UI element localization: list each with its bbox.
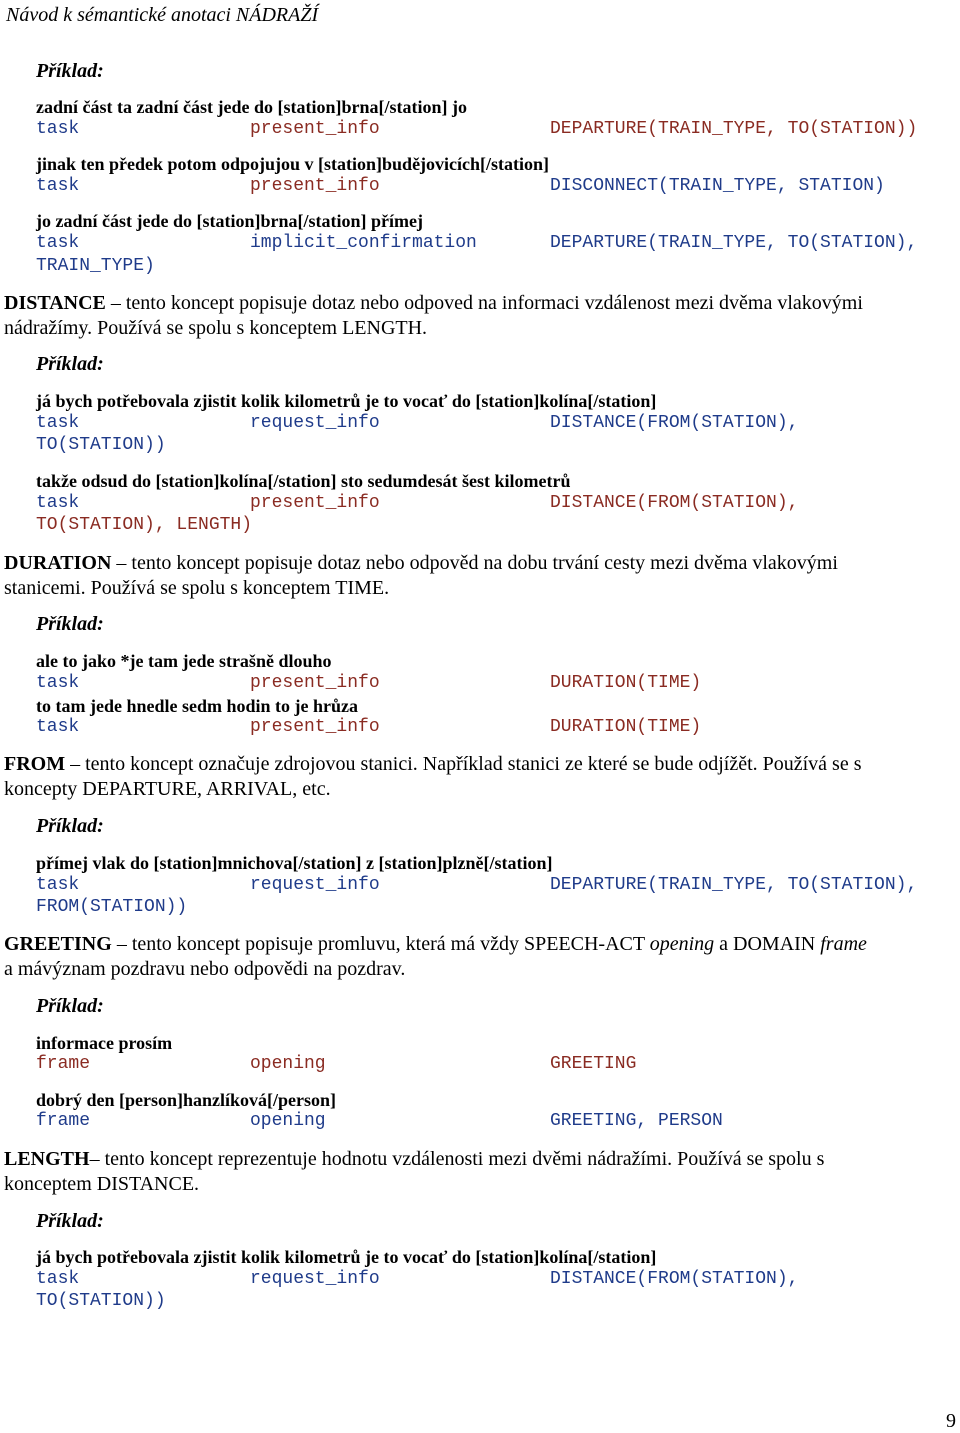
annotation-speech-act: implicit_confirmation — [250, 233, 477, 253]
example-label: Příklad: — [36, 1210, 104, 1232]
annotation-semantics: DISTANCE(FROM(STATION), — [550, 493, 799, 513]
concept-description: – tento koncept reprezentuje hodnotu vzdálenosti mezi dvěmi nádražími. Používá se spolu s — [89, 1148, 825, 1170]
concept-term: DURATION — [4, 552, 112, 574]
annotation-dialogue-act-type: task — [36, 413, 80, 433]
concept-definition-greeting — [4, 932, 954, 982]
annotation-semantics-continued: FROM(STATION)) — [36, 897, 188, 917]
concept-description: – tento koncept označuje zdrojovou stanici. Například stanici ze které se bude odjížět. Používá se s — [65, 753, 862, 775]
example-label: Příklad: — [36, 995, 104, 1017]
annotation-speech-act: request_info — [250, 413, 380, 433]
concept-definition-distance — [4, 291, 954, 341]
annotation-semantics: DISTANCE(FROM(STATION), — [550, 1269, 799, 1289]
annotation-semantics: DURATION(TIME) — [550, 673, 702, 693]
page-number: 9 — [946, 1410, 956, 1432]
annotation-semantics-continued: TO(STATION), LENGTH) — [36, 515, 253, 535]
utterance: zadní část ta zadní část jede do [station]brna[/station] jo — [36, 97, 467, 117]
example-label: Příklad: — [36, 60, 104, 82]
annotation-semantics-continued: TO(STATION)) — [36, 435, 166, 455]
annotation-semantics-continued: TRAIN_TYPE) — [36, 256, 155, 276]
concept-description-continued: a mávýznam pozdravu nebo odpovědi na pozdrav. — [4, 958, 406, 980]
annotation-speech-act: present_info — [250, 717, 380, 737]
annotation-speech-act: present_info — [250, 176, 380, 196]
utterance: přímej vlak do [station]mnichova[/station] z [station]plzně[/station] — [36, 853, 553, 873]
annotation-dialogue-act-type: task — [36, 176, 80, 196]
annotation-semantics: DEPARTURE(TRAIN_TYPE, TO(STATION)) — [550, 119, 918, 139]
example-label: Příklad: — [36, 613, 104, 635]
utterance: to tam jede hnedle sedm hodin to je hrůza — [36, 696, 358, 716]
utterance: jo zadní část jede do [station]brna[/station] přímej — [36, 211, 423, 231]
concept-definition-duration — [4, 551, 954, 601]
annotation-semantics: GREETING — [550, 1054, 637, 1074]
concept-definition-from — [4, 752, 954, 802]
concept-description-continued: koncepty DEPARTURE, ARRIVAL, etc. — [4, 778, 331, 800]
concept-term: GREETING — [4, 933, 112, 955]
concept-description-continued: nádražímy. Používá se spolu s konceptem LENGTH. — [4, 317, 428, 339]
utterance: ale to jako *je tam jede strašně dlouho — [36, 651, 332, 671]
annotation-semantics: DISTANCE(FROM(STATION), — [550, 413, 799, 433]
utterance: informace prosím — [36, 1033, 173, 1053]
example-label: Příklad: — [36, 353, 104, 375]
concept-definition-length — [4, 1147, 954, 1197]
annotation-dialogue-act-type: frame — [36, 1111, 91, 1131]
utterance: takže odsud do [station]kolína[/station] sto sedumdesát šest kilometrů — [36, 471, 571, 491]
concept-description-continued: konceptem DISTANCE. — [4, 1173, 200, 1195]
annotation-dialogue-act-type: task — [36, 493, 80, 513]
concept-term: LENGTH — [4, 1148, 90, 1170]
utterance: já bych potřebovala zjistit kolik kilometrů je to vocať do [station]kolína[/station] — [36, 391, 657, 411]
concept-term: DISTANCE — [4, 292, 106, 314]
speech-act-value: opening — [649, 933, 715, 955]
utterance: dobrý den [person]hanzlíková[/person] — [36, 1090, 337, 1110]
annotation-speech-act: request_info — [250, 875, 380, 895]
annotation-dialogue-act-type: task — [36, 673, 80, 693]
annotation-speech-act: opening — [250, 1054, 326, 1074]
annotation-semantics: DURATION(TIME) — [550, 717, 702, 737]
annotation-dialogue-act-type: task — [36, 233, 80, 253]
annotation-speech-act: present_info — [250, 673, 380, 693]
utterance: já bych potřebovala zjistit kolik kilometrů je to vocať do [station]kolína[/station] — [36, 1247, 657, 1267]
annotation-semantics: GREETING, PERSON — [550, 1111, 723, 1131]
annotation-dialogue-act-type: task — [36, 875, 80, 895]
annotation-semantics: DEPARTURE(TRAIN_TYPE, TO(STATION), — [550, 875, 918, 895]
utterance: jinak ten předek potom odpojujou v [station]budějovicích[/station] — [36, 154, 550, 174]
annotation-speech-act: present_info — [250, 493, 380, 513]
concept-description: – tento koncept popisuje dotaz nebo odpověd na dobu trvání cesty mezi dvěma vlakovými — [111, 552, 838, 574]
annotation-dialogue-act-type: frame — [36, 1054, 91, 1074]
annotation-speech-act: opening — [250, 1111, 326, 1131]
document-header: Návod k sémantické anotaci NÁDRAŽÍ — [6, 4, 319, 26]
annotation-semantics: DEPARTURE(TRAIN_TYPE, TO(STATION), — [550, 233, 918, 253]
concept-description-continued: stanicemi. Používá se spolu s konceptem TIME. — [4, 577, 390, 599]
concept-term: FROM — [4, 753, 66, 775]
annotation-dialogue-act-type: task — [36, 717, 80, 737]
annotation-dialogue-act-type: task — [36, 119, 80, 139]
annotation-speech-act: present_info — [250, 119, 380, 139]
concept-description: a DOMAIN — [714, 933, 821, 955]
annotation-dialogue-act-type: task — [36, 1269, 80, 1289]
concept-description: – tento koncept popisuje dotaz nebo odpoved na informaci vzdálenost mezi dvěma vlakovými — [105, 292, 863, 314]
concept-description: – tento koncept popisuje promluvu, která má vždy SPEECH-ACT — [111, 933, 650, 955]
annotation-speech-act: request_info — [250, 1269, 380, 1289]
example-label: Příklad: — [36, 815, 104, 837]
annotation-semantics-continued: TO(STATION)) — [36, 1291, 166, 1311]
domain-value: frame — [820, 933, 867, 955]
annotation-semantics: DISCONNECT(TRAIN_TYPE, STATION) — [550, 176, 885, 196]
